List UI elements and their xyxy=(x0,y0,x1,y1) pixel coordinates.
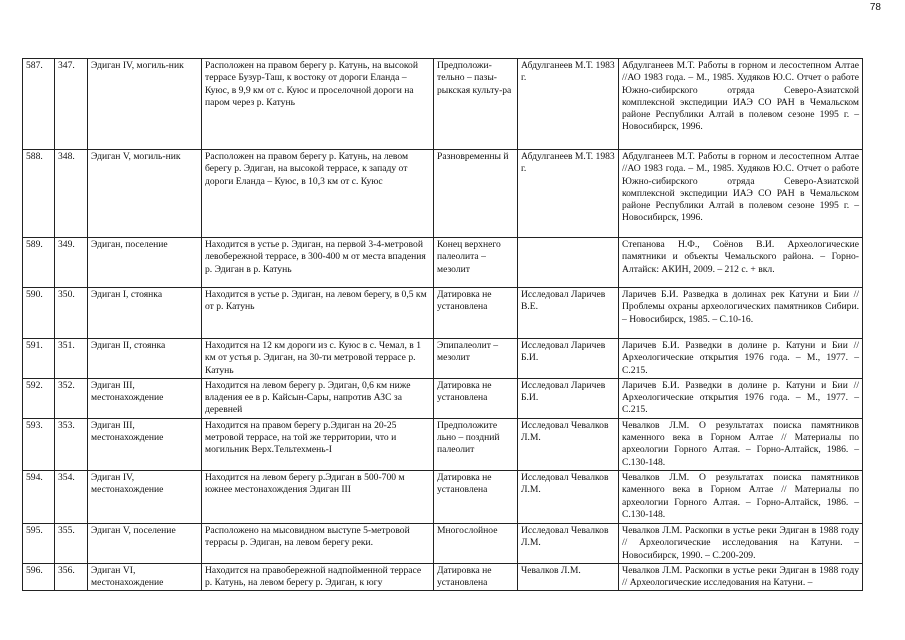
site-name: Эдиган IV, могиль-ник xyxy=(88,59,202,150)
site-references: Ларичев Б.И. Разведки в долине р. Катуни и Бии //Археологические открытия 1976 года. – М., 1977. – С.215. xyxy=(619,339,863,379)
site-researcher: Исследовал Ларичев Б.И. xyxy=(518,339,619,379)
table-row xyxy=(23,470,863,523)
row-subnumber: 354. xyxy=(55,470,88,523)
table-row xyxy=(23,523,863,563)
row-number: 591. xyxy=(23,339,55,379)
site-researcher: Исследовал Чевалков Л.М. xyxy=(518,470,619,523)
site-location: Находится на левом берегу р.Эдиган в 500-700 м южнее местонахождения Эдиган III xyxy=(202,470,434,523)
table-row xyxy=(23,238,863,288)
site-name: Эдиган VI, местонахождение xyxy=(88,563,202,591)
site-location: Находится в устье р. Эдиган, на первой 3-4-метровой левобережной террасе, в 300-400 м от места впадения р. Эдиган в р. Катунь xyxy=(202,238,434,288)
site-location: Находится на 12 км дороги из с. Куюс в с. Чемал, в 1 км от устья р. Эдиган, на 30-ти метровой террасе р. Катунь xyxy=(202,339,434,379)
table-row xyxy=(23,288,863,339)
site-references: Абдулганеев М.Т. Работы в горном и лесостепном Алтае //АО 1983 года. – М., 1985. Худяков Ю.С. Отчет о работе Южно-сибирского отряда Северо-Азиатской комплексной экспедиции ИАЭ СО РАН в Чемальском районе Республики Алтай в полевом сезоне 1995 г. – Новосибирск, 1996. xyxy=(619,59,863,150)
site-location: Находится на левом берегу р. Эдиган, 0,6 км ниже владения ее в р. Кайсын-Сары, напротив АЗС за деревней xyxy=(202,378,434,418)
site-references: Ларичев Б.И. Разведки в долине р. Катуни и Бии //Археологические открытия 1976 года. – М., 1977. – С.215. xyxy=(619,378,863,418)
site-location: Расположен на правом берегу р. Катунь, на левом берегу р. Эдиган, на высокой террасе, к западу от дороги Еланда – Куюс, в 10,3 км от с. Куюс xyxy=(202,150,434,238)
site-dating: Датировка не установлена xyxy=(434,288,518,339)
site-dating: Эпипалеолит – мезолит xyxy=(434,339,518,379)
site-dating: Датировка не установлена xyxy=(434,470,518,523)
table-row xyxy=(23,59,863,150)
site-location: Расположено на мысовидном выступе 5-метровой террасы р. Эдиган, на левом берегу реки. xyxy=(202,523,434,563)
site-name: Эдиган III, местонахождение xyxy=(88,378,202,418)
row-number: 594. xyxy=(23,470,55,523)
table-row xyxy=(23,418,863,470)
site-dating: Разновременны й xyxy=(434,150,518,238)
monuments-table xyxy=(22,58,863,591)
site-references: Чевалков Л.М. Раскопки в устье реки Эдиган в 1988 году // Археологические исследования на Катуни. – xyxy=(619,563,863,591)
site-references: Чевалков Л.М. О результатах поиска памятников каменного века в Горном Алтае // Материалы по археологии Горного Алтая. – Горно-Алтайск, 1986. – С.130-148. xyxy=(619,418,863,470)
row-number: 596. xyxy=(23,563,55,591)
table-row xyxy=(23,150,863,238)
site-researcher: Абдулганеев М.Т. 1983 г. xyxy=(518,150,619,238)
row-number: 595. xyxy=(23,523,55,563)
site-researcher: Исследовал Чевалков Л.М. xyxy=(518,418,619,470)
table-row xyxy=(23,563,863,591)
site-references: Абдулганеев М.Т. Работы в горном и лесостепном Алтае //АО 1983 года. – М., 1985. Худяков Ю.С. Отчет о работе Южно-сибирского отряда Северо-Азиатской комплексной экспедиции ИАЭ СО РАН в Чемальском районе Республики Алтай в полевом сезоне 1995 г. – Новосибирск, 1996. xyxy=(619,150,863,238)
site-dating: Датировка не установлена xyxy=(434,378,518,418)
site-location: Расположен на правом берегу р. Катунь, на высокой террасе Бузур-Таш, к востоку от дороги Еланда – Куюс, в 9,9 км от с. Куюс и проселочной дороги на паром через р. Катунь xyxy=(202,59,434,150)
site-references: Чевалков Л.М. Раскопки в устье реки Эдиган в 1988 году // Археологические исследования на Катуни. – Новосибирск, 1990. – С.200-209. xyxy=(619,523,863,563)
row-subnumber: 352. xyxy=(55,378,88,418)
row-number: 588. xyxy=(23,150,55,238)
site-dating: Предположите льно – поздний палеолит xyxy=(434,418,518,470)
site-researcher: Чевалков Л.М. xyxy=(518,563,619,591)
site-references: Чевалков Л.М. О результатах поиска памятников каменного века в Горном Алтае // Материалы по археологии Горного Алтая. – Горно-Алтайск, 1986. – С.130-148. xyxy=(619,470,863,523)
site-researcher: Исследовал Чевалков Л.М. xyxy=(518,523,619,563)
site-dating: Предположи-тельно – пазы-рыкская культу-ра xyxy=(434,59,518,150)
site-researcher: Абдулганеев М.Т. 1983 г. xyxy=(518,59,619,150)
row-subnumber: 348. xyxy=(55,150,88,238)
table-row xyxy=(23,339,863,379)
row-number: 593. xyxy=(23,418,55,470)
site-name: Эдиган V, поселение xyxy=(88,523,202,563)
site-name: Эдиган I, стоянка xyxy=(88,288,202,339)
site-dating: Датировка не установлена xyxy=(434,563,518,591)
site-name: Эдиган V, могиль-ник xyxy=(88,150,202,238)
table-row xyxy=(23,378,863,418)
site-location: Находится на правом берегу р.Эдиган на 20-25 метровой террасе, на той же территории, что и могильник Верх.Тельтехмень-I xyxy=(202,418,434,470)
site-location: Находится на правобережной надпойменной террасе р. Катунь, на левом берегу р. Эдиган, к югу xyxy=(202,563,434,591)
site-researcher: Исследовал Ларичев Б.И. xyxy=(518,378,619,418)
row-number: 592. xyxy=(23,378,55,418)
row-number: 590. xyxy=(23,288,55,339)
row-subnumber: 355. xyxy=(55,523,88,563)
site-name: Эдиган, поселение xyxy=(88,238,202,288)
site-references: Степанова Н.Ф., Соёнов В.И. Археологические памятники и объекты Чемальского района. – Горно-Алтайск: АКИН, 2009. – 212 с. + вкл. xyxy=(619,238,863,288)
site-references: Ларичев Б.И. Разведка в долинах рек Катуни и Бии // Проблемы охраны археологических памятников Сибири. – Новосибирск, 1985. – С.10-16. xyxy=(619,288,863,339)
site-location: Находится в устье р. Эдиган, на левом берегу, в 0,5 км от р. Катунь xyxy=(202,288,434,339)
row-number: 587. xyxy=(23,59,55,150)
site-dating: Многослойное xyxy=(434,523,518,563)
row-subnumber: 347. xyxy=(55,59,88,150)
row-subnumber: 353. xyxy=(55,418,88,470)
site-name: Эдиган IV, местонахождение xyxy=(88,470,202,523)
row-subnumber: 351. xyxy=(55,339,88,379)
row-number: 589. xyxy=(23,238,55,288)
page-number: 78 xyxy=(869,2,881,13)
site-researcher xyxy=(518,238,619,288)
row-subnumber: 350. xyxy=(55,288,88,339)
site-dating: Конец верхнего палеолита – мезолит xyxy=(434,238,518,288)
site-researcher: Исследовал Ларичев В.Е. xyxy=(518,288,619,339)
site-name: Эдиган III, местонахождение xyxy=(88,418,202,470)
site-name: Эдиган II, стоянка xyxy=(88,339,202,379)
row-subnumber: 349. xyxy=(55,238,88,288)
row-subnumber: 356. xyxy=(55,563,88,591)
